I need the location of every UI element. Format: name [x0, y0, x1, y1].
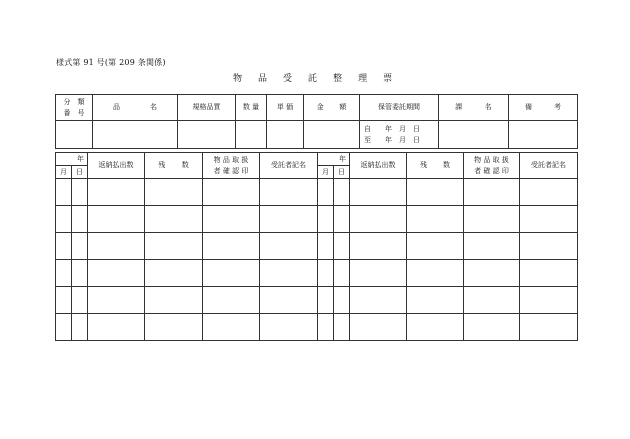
ledger-row: [318, 206, 578, 233]
ledger-row: [56, 233, 318, 260]
header-month: 月: [56, 166, 72, 179]
cell-handler-seal[interactable]: [203, 233, 260, 260]
cell-month[interactable]: [56, 179, 72, 206]
cell-month[interactable]: [318, 179, 334, 206]
cell-returned-issued[interactable]: [350, 206, 407, 233]
cell-month[interactable]: [318, 287, 334, 314]
cell-remaining[interactable]: [145, 233, 203, 260]
cell-item-name[interactable]: [93, 121, 178, 149]
title-char: 品: [258, 74, 268, 84]
header-remaining: 残 数: [145, 153, 203, 179]
ledger-row: [56, 206, 318, 233]
cell-month[interactable]: [318, 260, 334, 287]
cell-storage-period[interactable]: [360, 121, 439, 149]
cell-trustee-name[interactable]: [520, 314, 578, 341]
cell-month[interactable]: [56, 206, 72, 233]
cell-month[interactable]: [56, 233, 72, 260]
cell-month[interactable]: [318, 314, 334, 341]
cell-classification-number[interactable]: [56, 121, 93, 149]
ledger-row: [318, 179, 578, 206]
cell-remaining[interactable]: [407, 314, 464, 341]
cell-unit-price[interactable]: [267, 121, 304, 149]
cell-trustee-name[interactable]: [520, 179, 578, 206]
ledger-row: [318, 314, 578, 341]
cell-remaining[interactable]: [145, 206, 203, 233]
title-char: 託: [308, 74, 318, 84]
cell-day[interactable]: [334, 314, 350, 341]
header-remarks: 備 考: [509, 95, 578, 121]
cell-month[interactable]: [318, 206, 334, 233]
ledger-row: [56, 260, 318, 287]
header-unit-price: 単 価: [267, 95, 304, 121]
cell-returned-issued[interactable]: [88, 260, 145, 287]
cell-day[interactable]: [72, 206, 88, 233]
cell-returned-issued[interactable]: [88, 314, 145, 341]
cell-remaining[interactable]: [407, 206, 464, 233]
cell-day[interactable]: [334, 260, 350, 287]
cell-handler-seal[interactable]: [464, 233, 520, 260]
cell-remaining[interactable]: [407, 287, 464, 314]
ledger-left: [55, 152, 318, 341]
header-quantity: 数 量: [236, 95, 267, 121]
cell-trustee-name[interactable]: [520, 260, 578, 287]
cell-trustee-name[interactable]: [260, 179, 318, 206]
header-month: 月: [318, 166, 334, 179]
header-year: 年: [318, 153, 350, 166]
cell-handler-seal[interactable]: [203, 314, 260, 341]
cell-month[interactable]: [56, 260, 72, 287]
cell-day[interactable]: [334, 179, 350, 206]
cell-trustee-name[interactable]: [260, 314, 318, 341]
ledger-right: [317, 152, 578, 341]
cell-day[interactable]: [334, 287, 350, 314]
header-day: 日: [334, 166, 350, 179]
cell-month[interactable]: [318, 233, 334, 260]
header-returned-issued: 返納払出数: [350, 153, 407, 179]
cell-remaining[interactable]: [407, 260, 464, 287]
cell-handler-seal[interactable]: [464, 314, 520, 341]
cell-quantity[interactable]: [236, 121, 267, 149]
header-classification-number: 分 類 番 号: [56, 95, 93, 121]
cell-remaining[interactable]: [145, 179, 203, 206]
ledger-row: [318, 287, 578, 314]
cell-handler-seal[interactable]: [203, 287, 260, 314]
cell-returned-issued[interactable]: [350, 287, 407, 314]
ledger-row: [318, 260, 578, 287]
period-from: 自 年 月 日: [364, 124, 420, 133]
form-title: [233, 71, 408, 84]
cell-returned-issued[interactable]: [88, 206, 145, 233]
cell-remaining[interactable]: [407, 233, 464, 260]
ledger-row: [56, 314, 318, 341]
cell-returned-issued[interactable]: [350, 260, 407, 287]
header-section-name: 課 名: [439, 95, 509, 121]
cell-handler-seal[interactable]: [203, 260, 260, 287]
header-returned-issued: 返納払出数: [88, 153, 145, 179]
cell-handler-seal[interactable]: [203, 206, 260, 233]
period-to: 至 年 月 日: [364, 135, 420, 144]
header-year: 年: [56, 153, 88, 166]
title-char: 理: [358, 74, 368, 84]
cell-day[interactable]: [334, 206, 350, 233]
cell-remaining[interactable]: [407, 179, 464, 206]
cell-trustee-name[interactable]: [260, 260, 318, 287]
cell-handler-seal[interactable]: [464, 179, 520, 206]
cell-returned-issued[interactable]: [350, 179, 407, 206]
header-handler-seal: 物 品 取 扱 者 確 認 印: [464, 153, 520, 179]
cell-handler-seal[interactable]: [464, 206, 520, 233]
cell-returned-issued[interactable]: [350, 314, 407, 341]
header-handler-seal: 物 品 取 扱 者 確 認 印: [203, 153, 260, 179]
title-char: 受: [283, 74, 293, 84]
cell-month[interactable]: [56, 314, 72, 341]
cell-trustee-name[interactable]: [520, 233, 578, 260]
title-char: 票: [383, 74, 393, 84]
cell-trustee-name[interactable]: [520, 206, 578, 233]
cell-day[interactable]: [72, 179, 88, 206]
ledger-row: [56, 179, 318, 206]
cell-remaining[interactable]: [145, 287, 203, 314]
cell-trustee-name[interactable]: [260, 233, 318, 260]
title-char: 整: [333, 74, 343, 84]
header-trustee-name: 受託者記名: [260, 153, 318, 179]
header-trustee-name: 受託者記名: [520, 153, 578, 179]
cell-trustee-name[interactable]: [520, 287, 578, 314]
cell-handler-seal[interactable]: [203, 179, 260, 206]
header-item-name: 品 名: [93, 95, 178, 121]
cell-returned-issued[interactable]: [350, 233, 407, 260]
cell-day[interactable]: [334, 233, 350, 260]
item-table: [55, 94, 578, 149]
cell-remaining[interactable]: [145, 260, 203, 287]
cell-day[interactable]: [72, 260, 88, 287]
cell-handler-seal[interactable]: [464, 260, 520, 287]
header-amount: 金 額: [304, 95, 360, 121]
header-storage-period: 保管委託期間: [360, 95, 439, 121]
header-spec-quality: 規格品質: [178, 95, 236, 121]
cell-returned-issued[interactable]: [88, 287, 145, 314]
title-char: 物: [233, 74, 243, 84]
header-remaining: 残 数: [407, 153, 464, 179]
cell-remarks[interactable]: [509, 121, 578, 149]
header-day: 日: [72, 166, 88, 179]
form-number: 様式第 91 号(第 209 条関係): [56, 58, 166, 67]
cell-spec-quality[interactable]: [178, 121, 236, 149]
ledger-row: [318, 233, 578, 260]
cell-handler-seal[interactable]: [464, 287, 520, 314]
cell-trustee-name[interactable]: [260, 206, 318, 233]
cell-trustee-name[interactable]: [260, 287, 318, 314]
cell-day[interactable]: [72, 287, 88, 314]
ledger-row: [56, 287, 318, 314]
cell-month[interactable]: [56, 287, 72, 314]
cell-returned-issued[interactable]: [88, 233, 145, 260]
cell-remaining[interactable]: [145, 314, 203, 341]
cell-amount[interactable]: [304, 121, 360, 149]
cell-section-name[interactable]: [439, 121, 509, 149]
cell-returned-issued[interactable]: [88, 179, 145, 206]
cell-day[interactable]: [72, 233, 88, 260]
cell-day[interactable]: [72, 314, 88, 341]
